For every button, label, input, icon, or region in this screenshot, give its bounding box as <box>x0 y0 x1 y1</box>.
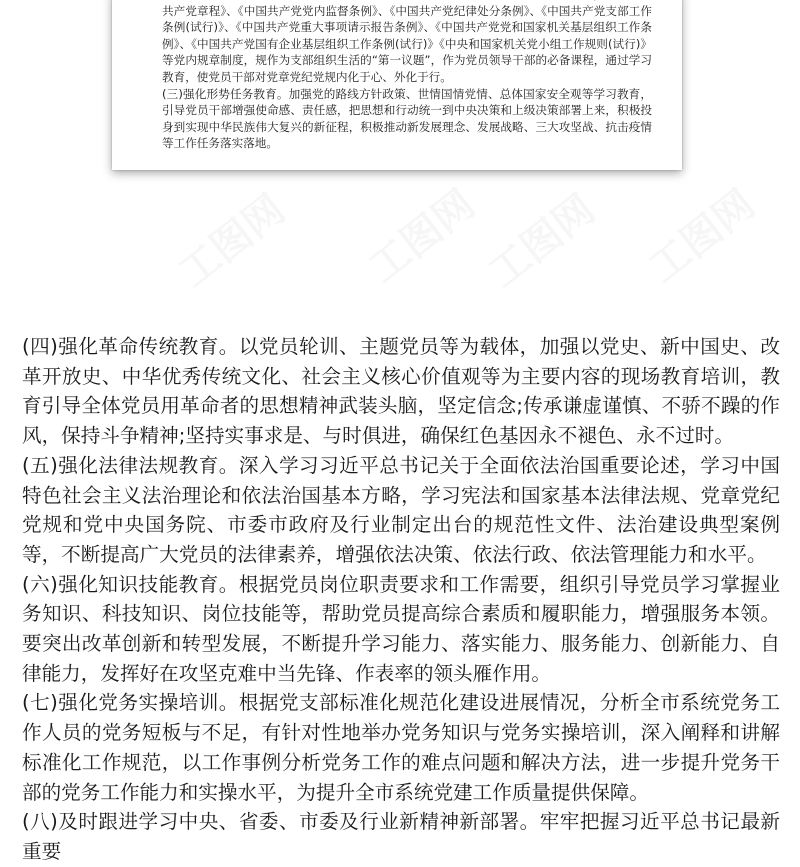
paragraph-follow-up-study: (八)及时跟进学习中央、省委、市委及行业新精神新部署。牢牢把握习近平总书记最新重要 <box>22 810 780 863</box>
paragraph-skills-education: (六)强化知识技能教育。根据党员岗位职责要求和工作需要，组织引导党员学习掌握业务知识、科技知识、岗位技能等，帮助党员提高综合素质和履职能力，增强服务本领。要突出改革创新和转型发展，不断提升学习能力、落实能力、服务能力、创新能力、自律能力，发挥好在攻坚克难中当先锋、作表率的领头雁作用。 <box>22 572 780 685</box>
preview-text <box>112 0 682 152</box>
watermark: 工图网 <box>640 181 764 292</box>
paragraph-law-education: (五)强化法律法规教育。深入学习习近平总书记关于全面依法治国重要论述，学习中国特色社会主义法治理论和依法治国基本方略，学习宪法和国家基本法律法规、党章党纪党规和党中央国务院、市委市政府及行业制定出台的规范性文件、法治建设典型案例等，不断提高广大党员的法律素养，增强依法决策、依法行政、依法管理能力和水平。 <box>22 453 780 566</box>
paragraph-party-affairs-training: (七)强化党务实操培训。根据党支部标准化规范化建设进展情况，分析全市系统党务工作人员的党务短板与不足，有针对性地举办党务知识与党务实操培训，深入阐释和讲解标准化工作规范，以工作事例分析党务工作的难点问题和解决方法，进一步提升党务干部的党务工作能力和实操水平，为提升全市系统党建工作质量提供保障。 <box>22 691 780 804</box>
paragraph-revolution-tradition: (四)强化革命传统教育。以党员轮训、主题党员等为载体，加强以党史、新中国史、改革开放史、中华优秀传统文化、社会主义核心价值观等为主要内容的现场教育培训，教育引导全体党员用革命者的思想精神武装头脑，坚定信念;传承谦虚谨慎、不骄不躁的作风，保持斗争精神;坚持实事求是、与时俱进，确保红色基因永不褪色、永不过时。 <box>22 335 780 448</box>
preview-paragraph: 共产党章程》、《中国共产党党内监督条例》、《中国共产党纪律处分条例》、《中国共产党支部工作条例(试行)》、《中国共产党重大事项请示报告条例》、《中国共产党党和国家机关基层组织工作条例》、《中国共产党国有企业基层组织工作条例(试行)》《中央和国家机关党小组工作规则(试行)》等党内规章制度，规作为支部组织生活的“第一议题”，作为党员领导干部的必备课程，通过学习教育，使党员干部对党章党纪党规内化于心、外化于行。 <box>162 3 652 84</box>
watermark: 工图网 <box>480 186 604 297</box>
document-page-preview <box>112 0 682 170</box>
main-body-text <box>22 332 780 867</box>
watermark: 工图网 <box>170 186 294 297</box>
preview-paragraph: (三)强化形势任务教育。加强党的路线方针政策、世情国情党情、总体国家安全观等学习教育，引导党员干部增强使命感、责任感，把思想和行动统一到中央决策和上级决策部署上来，积极投身到实现中华民族伟大复兴的新征程，积极推动新发展理念、发展战略、三大攻坚战、抗击疫情等工作任务落实落地。 <box>162 86 652 151</box>
watermark: 工图网 <box>360 181 484 292</box>
